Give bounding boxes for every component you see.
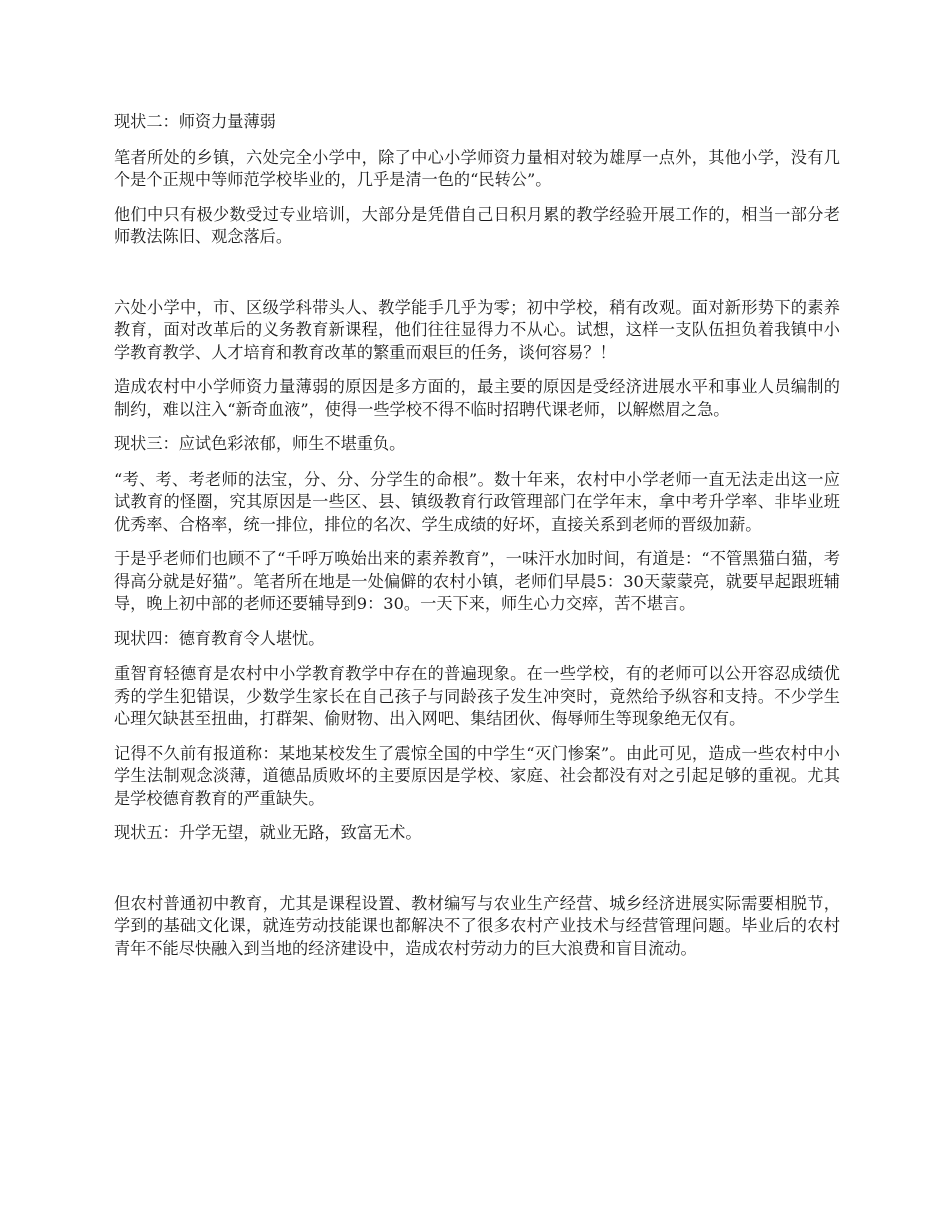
paragraph: 重智育轻德育是农村中小学教育教学中存在的普遍现象。在一些学校，有的老师可以公开容忍成绩优秀的学生犯错误，少数学生家长在自己孩子与同龄孩子发生冲突时，竟然给予纵容和支持。不少学生心理欠缺甚至扭曲，打群架、偷财物、出入网吧、集结团伙、侮辱师生等现象绝无仅有。 (114, 664, 840, 728)
paragraph: “考、考、考老师的法宝，分、分、分学生的命根”。数十年来，农村中小学老师一直无法走出这一应试教育的怪圈，究其原因是一些区、县、镇级教育行政管理部门在学年末，拿中考升学率、非毕业班优秀率、合格率，统一排位，排位的名次、学生成绩的好坏，直接关系到老师的晋级加薪。 (114, 469, 840, 534)
document-page (114, 111, 840, 972)
section-heading-2: 现状二：师资力量薄弱 (114, 112, 276, 131)
section-heading-4: 现状四：德育教育令人堪忧。 (114, 628, 325, 648)
paragraph: 六处小学中，市、区级学科带头人、教学能手几乎为零；初中学校，稍有改观。面对新形势下的素养教育，面对改革后的义务教育新课程，他们往往显得力不从心。试想，这样一支队伍担负着我镇中小学教育教学、人才培育和教育改革的繁重而艰巨的任务，谈何容易？！ (114, 297, 840, 362)
section-heading-3: 现状三：应试色彩浓郁，师生不堪重负。 (114, 434, 406, 453)
paragraph: 但农村普通初中教育，尤其是课程设置、教材编写与农业生产经营、城乡经济进展实际需要相脱节，学到的基础文化课，就连劳动技能课也都解决不了很多农村产业技术与经营管理问题。毕业后的农村青年不能尽快融入到当地的经济建设中，造成农村劳动力的巨大浪费和盲目流动。 (114, 893, 840, 958)
paragraph: 他们中只有极少数受过专业培训，大部分是凭借自己日积月累的教学经验开展工作的，相当一部分老师教法陈旧、观念落后。 (114, 204, 840, 246)
paragraph: 造成农村中小学师资力量薄弱的原因是多方面的，最主要的原因是受经济进展水平和事业人员编制的制约，难以注入“新奇血液”，使得一些学校不得不临时招聘代课老师，以解燃眉之急。 (114, 377, 840, 419)
paragraph: 笔者所处的乡镇，六处完全小学中，除了中心小学师资力量相对较为雄厚一点外，其他小学，没有几个是个正规中等师范学校毕业的，几乎是清一色的“民转公”。 (114, 147, 840, 189)
section-heading-5: 现状五：升学无望，就业无路，致富无术。 (114, 823, 422, 842)
paragraph: 记得不久前有报道称：某地某校发生了震惊全国的中学生“灭门惨案”。由此可见，造成一些农村中小学生法制观念淡薄，道德品质败坏的主要原因是学校、家庭、社会都没有对之引起足够的重视。尤其是学校德育教育的严重缺失。 (114, 743, 840, 808)
paragraph: 于是乎老师们也顾不了“千呼万唤始出来的素养教育”，一味汗水加时间，有道是：“不管黑猫白猫，考得高分就是好猫”。笔者所在地是一处偏僻的农村小镇，老师们早晨5：30天蒙蒙亮，就要早起跟班辅导，晚上初中部的老师还要辅导到9：30。一天下来，师生心力交瘁，苦不堪言。 (114, 549, 840, 613)
